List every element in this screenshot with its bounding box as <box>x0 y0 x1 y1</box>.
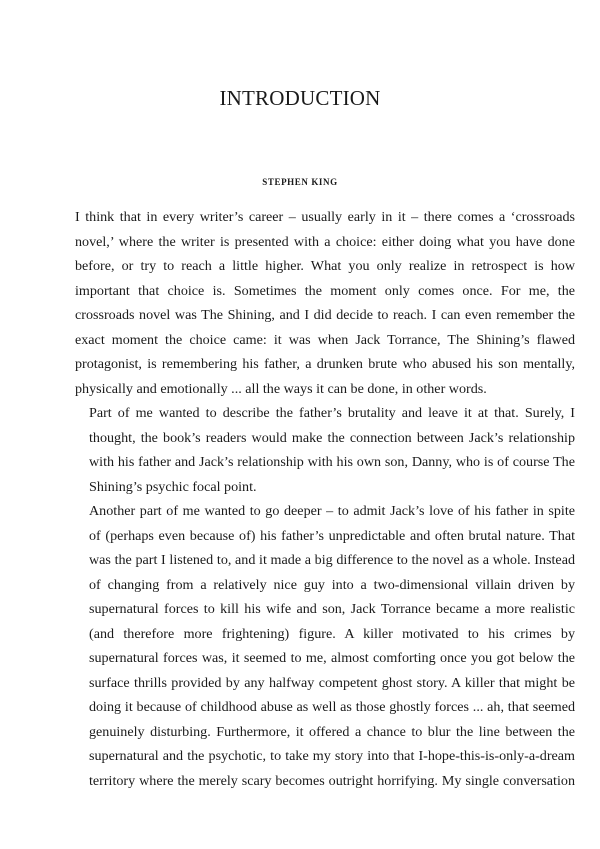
text-line: supernatural forces was, it seemed to me, almost comforting once you got below the <box>89 650 575 666</box>
text-line: surface thrills provided by any halfway competent ghost story. A killer that might be <box>89 674 575 691</box>
text-line: doing it because of childhood abuse as well as those ghostly forces ... ah, that seemed <box>89 699 575 715</box>
text-line: thought, the book’s readers would make the connection between Jack’s relationship <box>89 429 575 446</box>
text-line: of (perhaps even because of) his father’s unpredictable and often brutal nature. That <box>89 527 575 544</box>
text-line: territory where the merely scary becomes outright horrifying. My single conversation <box>89 772 575 789</box>
text-line: Shining’s psychic focal point. <box>89 478 257 495</box>
text-line: protagonist, is remembering his father, a drunken brute who abused his son mentally, <box>75 356 575 372</box>
paragraph <box>75 401 575 499</box>
author-name: STEPHEN KING <box>262 177 338 187</box>
paragraph <box>75 499 575 793</box>
text-line: Another part of me wanted to go deeper – to admit Jack’s love of his father in spite <box>89 503 575 519</box>
text-line: physically and emotionally ... all the ways it can be done, in other words. <box>75 380 487 397</box>
text-line: of changing from a relatively nice guy into a two-dimensional villain driven by <box>89 576 575 593</box>
text-line: crossroads novel was The Shining, and I did decide to reach. I can even remember the <box>75 307 575 323</box>
text-line: genuinely disturbing. Furthermore, it offered a chance to blur the line between the <box>89 723 575 740</box>
text-line: Part of me wanted to describe the father’s brutality and leave it at that. Surely, I <box>89 405 575 421</box>
text-line: I think that in every writer’s career – usually early in it – there comes a ‘crossroads <box>75 209 575 225</box>
text-line: was the part I listened to, and it made a big difference to the novel as a whole. Instead <box>89 552 575 568</box>
text-line: with his father and Jack’s relationship with his own son, Danny, who is of course The <box>89 454 575 470</box>
body-text <box>75 205 575 793</box>
text-line: (and therefore more frightening) figure. A killer motivated to his crimes by <box>89 625 575 642</box>
text-line: before, or try to reach a little higher. What you only realize in retrospect is how <box>75 258 575 274</box>
text-line: important that choice is. Sometimes the moment only comes once. For me, the <box>75 282 575 299</box>
text-line: supernatural forces to kill his wife and son, Jack Torrance became a more realistic <box>89 601 575 617</box>
text-line: novel,’ where the writer is presented with a choice: either doing what you have done <box>75 233 575 250</box>
chapter-title: INTRODUCTION <box>219 86 381 110</box>
paragraph <box>75 205 575 401</box>
text-line: supernatural and the psychotic, to take my story into that I-hope-this-is-only-a-dream <box>89 748 575 764</box>
text-line: exact moment the choice came: it was when Jack Torrance, The Shining’s flawed <box>75 331 575 348</box>
